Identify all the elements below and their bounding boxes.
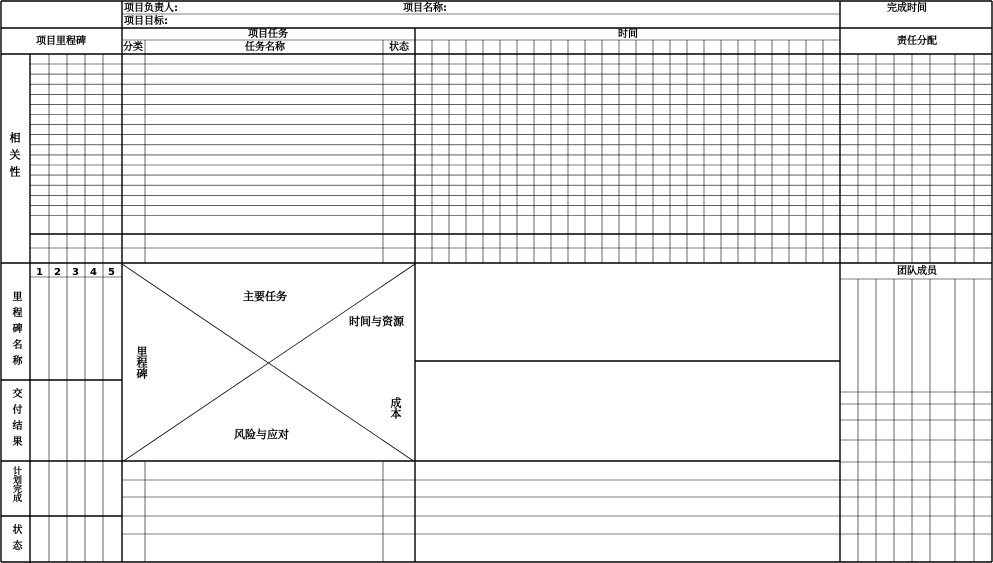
deliverable-label: 交付结果 xyxy=(10,388,21,452)
responsibility-header: 责任分配 xyxy=(897,36,937,47)
diagram-milestone: 里程碑 xyxy=(135,346,148,379)
project-name-label: 项目名称: xyxy=(403,3,447,14)
milestone-number-5: 5 xyxy=(108,267,115,278)
relevance-label: 相关性 xyxy=(8,132,21,183)
project-tasks-header: 项目任务 xyxy=(248,29,288,40)
milestone-number-4: 4 xyxy=(90,267,97,278)
diagram-main-tasks: 主要任务 xyxy=(243,290,287,303)
diagram-cost: 成本 xyxy=(389,397,402,419)
task-name-header: 任务名称 xyxy=(245,42,285,53)
owner-label: 项目负责人: xyxy=(124,3,178,14)
category-header: 分类 xyxy=(123,42,143,53)
milestone-header: 项目里程碑 xyxy=(36,36,86,47)
completion-time-label: 完成时间 xyxy=(887,3,927,14)
grid-thick-lines xyxy=(1,1,992,563)
diagram-time-resources: 时间与资源 xyxy=(349,315,404,328)
state-label: 状态 xyxy=(10,524,21,556)
goal-label: 项目目标: xyxy=(124,16,168,27)
team-members-title: 团队成员 xyxy=(897,266,937,277)
diagram-risk-response: 风险与应对 xyxy=(234,428,289,441)
plan-done-label: 计划完成 xyxy=(11,466,21,502)
milestone-number-2: 2 xyxy=(54,267,61,278)
time-header: 时间 xyxy=(618,29,638,40)
milestone-name-label: 里程碑名称 xyxy=(10,291,21,371)
status-header: 状态 xyxy=(389,42,409,53)
grid-thin-lines xyxy=(30,14,992,562)
milestone-number-3: 3 xyxy=(72,267,79,278)
milestone-number-1: 1 xyxy=(36,267,43,278)
